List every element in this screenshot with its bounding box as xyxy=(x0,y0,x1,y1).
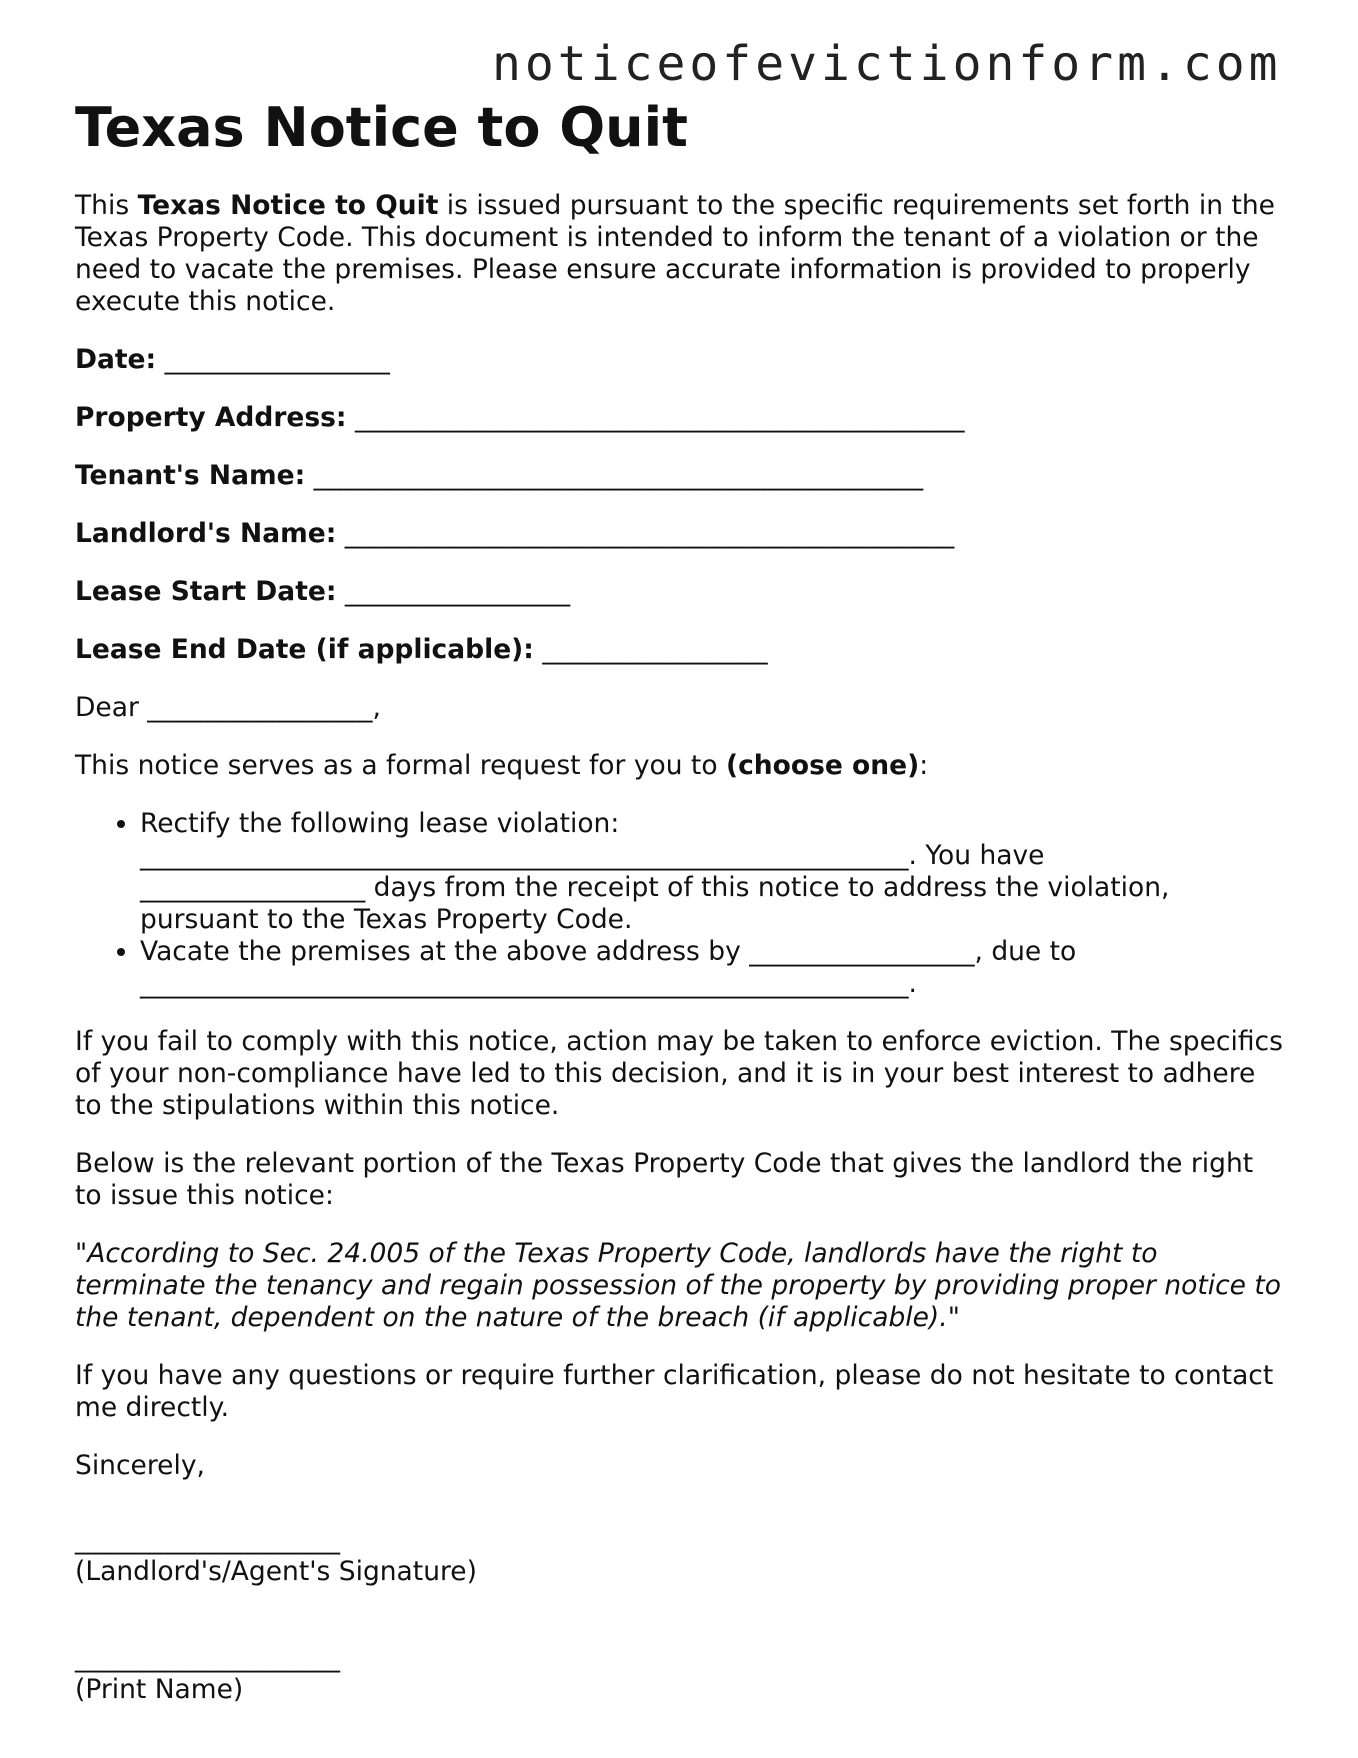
option-vacate xyxy=(140,936,1285,1000)
property-code-quote: "According to Sec. 24.005 of the Texas Property Code, landlords have the right to terminate the tenancy and regain possession of the property by providing proper notice to the tenant, dependent on the nature of the breach (if applicable)." xyxy=(75,1238,1281,1333)
document-title: Texas Notice to Quit xyxy=(75,96,688,159)
signature-spacer xyxy=(75,1482,1285,1524)
salutation-blank[interactable]: _________________ xyxy=(147,692,373,723)
tenant-name-blank[interactable]: ______________________________________________ xyxy=(313,460,924,491)
option-rectify-line1: • Rectify the following lease violation: xyxy=(140,808,620,839)
print-name-line[interactable]: ____________________ xyxy=(75,1642,340,1673)
tenant-name-label: Tenant's Name: xyxy=(75,460,306,491)
intro-bold: Texas Notice to Quit xyxy=(137,190,439,221)
option-rectify-line3[interactable]: _________________ days from the receipt of this notice to address the violation, xyxy=(140,872,1170,903)
salutation-prefix: Dear xyxy=(75,692,148,723)
landlord-name-blank[interactable]: ______________________________________________ xyxy=(344,518,955,549)
print-name-caption: (Print Name) xyxy=(75,1674,244,1705)
date-blank[interactable]: _________________ xyxy=(164,344,390,375)
compliance-paragraph: If you fail to comply with this notice, action may be taken to enforce eviction. The specifics of your non-compliance have led to this decision, and it is in your best interest to adhere to the stipulations within this notice. xyxy=(75,1026,1283,1121)
lease-start-date-label: Lease Start Date: xyxy=(75,576,337,607)
intro-paragraph xyxy=(75,190,1285,318)
lease-end-date-label: Lease End Date (if applicable): xyxy=(75,634,534,665)
option-rectify-line4: pursuant to the Texas Property Code. xyxy=(140,904,633,935)
lease-start-date-blank[interactable]: _________________ xyxy=(344,576,571,607)
print-name-spacer xyxy=(75,1588,1285,1642)
options-list xyxy=(75,808,1285,1000)
lease-end-date-blank[interactable]: _________________ xyxy=(542,634,768,665)
intro-prefix: This xyxy=(75,190,138,221)
request-suffix: : xyxy=(919,750,929,781)
property-address-blank[interactable]: ______________________________________________ xyxy=(354,402,965,433)
lease-start-date-field xyxy=(75,576,1285,608)
option-rectify xyxy=(140,808,1285,936)
option-vacate-line1[interactable]: • Vacate the premises at the above address by _________________, due to xyxy=(140,936,1077,967)
option-rectify-line2[interactable]: __________________________________________________________. You have xyxy=(140,840,1045,871)
lease-end-date-field xyxy=(75,634,1285,666)
property-address-label: Property Address: xyxy=(75,402,347,433)
request-bold: (choose one) xyxy=(725,750,920,781)
request-prefix: This notice serves as a formal request for you to xyxy=(75,750,726,781)
signature-block xyxy=(75,1524,1285,1588)
questions-paragraph: If you have any questions or require further clarification, please do not hesitate to contact me directly. xyxy=(75,1360,1274,1423)
site-watermark: noticeofevictionform.com xyxy=(492,36,1282,92)
notice-document xyxy=(75,96,1285,1706)
property-address-field xyxy=(75,402,1285,434)
tenant-name-field xyxy=(75,460,1285,492)
landlord-name-field xyxy=(75,518,1285,550)
date-label: Date: xyxy=(75,344,157,375)
salutation xyxy=(75,692,1285,724)
closing: Sincerely, xyxy=(75,1450,205,1481)
print-name-block xyxy=(75,1642,1285,1706)
code-intro-paragraph: Below is the relevant portion of the Texas Property Code that gives the landlord the right to issue this notice: xyxy=(75,1148,1254,1211)
salutation-suffix: , xyxy=(372,692,381,723)
intro-suffix: is issued pursuant to the specific requirements set forth in the Texas Property Code. This document is intended to inform the tenant of a violation or the need to vacate the premises. Please ensure accurate information is provided to properly execute this notice. xyxy=(75,190,1275,317)
request-paragraph xyxy=(75,750,1285,782)
option-vacate-line2[interactable]: __________________________________________________________. xyxy=(140,968,917,999)
signature-line[interactable]: ____________________ xyxy=(75,1524,340,1555)
date-field xyxy=(75,344,1285,376)
signature-caption: (Landlord's/Agent's Signature) xyxy=(75,1556,477,1587)
landlord-name-label: Landlord's Name: xyxy=(75,518,337,549)
